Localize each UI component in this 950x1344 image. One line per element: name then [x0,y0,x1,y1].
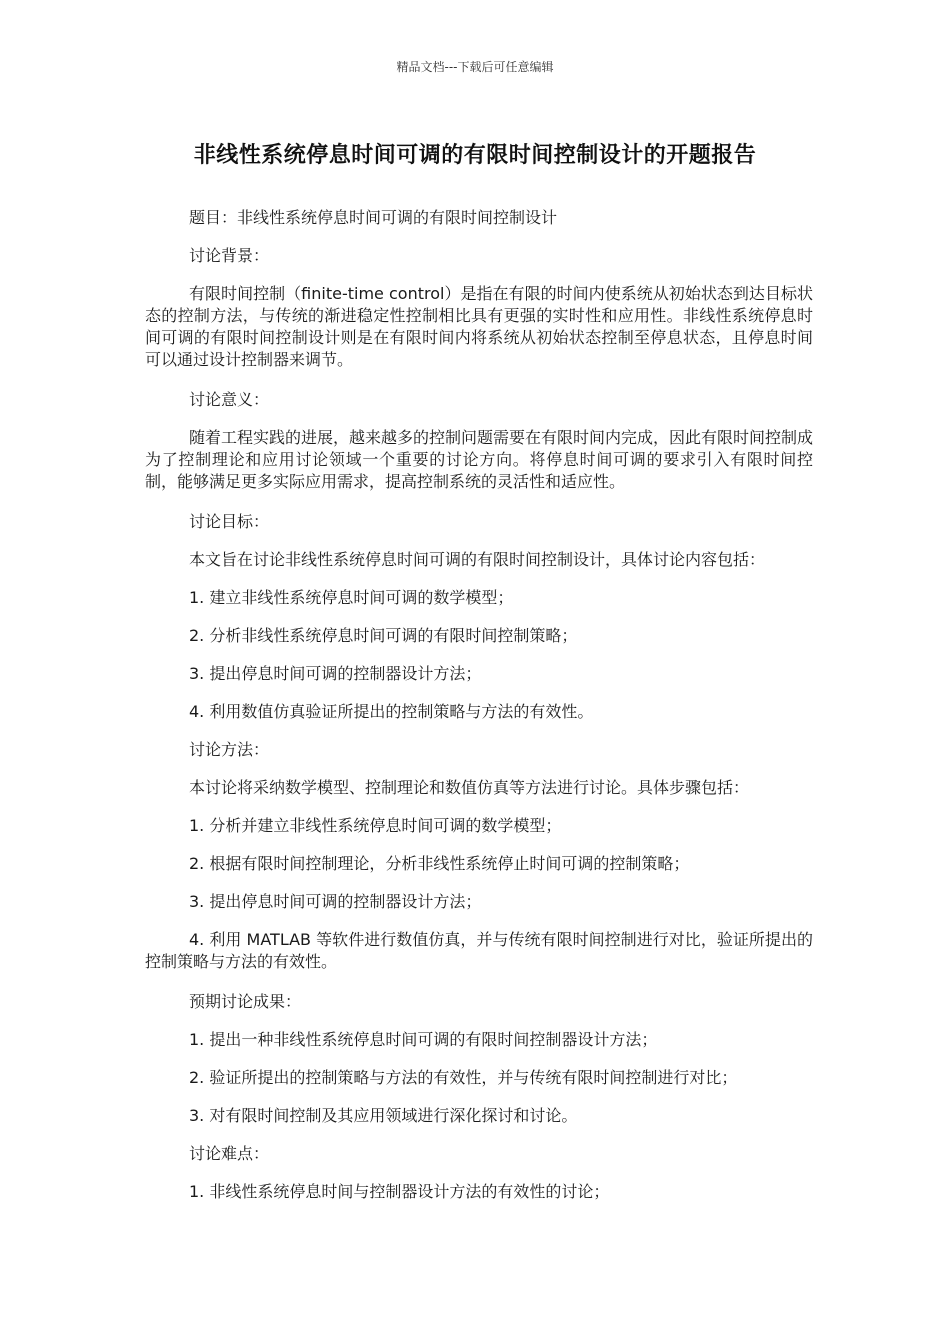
list-item: 3. 提出停息时间可调的控制器设计方法； [189,664,482,683]
list-item: 4. 利用数值仿真验证所提出的控制策略与方法的有效性。 [189,702,594,721]
list-item: 1. 非线性系统停息时间与控制器设计方法的有效性的讨论； [189,1182,610,1201]
list-item: 1. 建立非线性系统停息时间可调的数学模型； [189,588,514,607]
heading-difficulties: 讨论难点： [189,1144,270,1163]
heading-objectives: 讨论目标： [189,512,270,531]
list-item: 2. 验证所提出的控制策略与方法的有效性，并与传统有限时间控制进行对比； [189,1068,738,1087]
list-item: 3. 提出停息时间可调的控制器设计方法； [189,892,482,911]
list-item: 1. 分析并建立非线性系统停息时间可调的数学模型； [189,816,562,835]
list-item: 1. 提出一种非线性系统停息时间可调的有限时间控制器设计方法； [189,1030,658,1049]
paragraph-objectives-intro: 本文旨在讨论非线性系统停息时间可调的有限时间控制设计，具体讨论内容包括： [189,550,766,569]
list-item: 4. 利用 MATLAB 等软件进行数值仿真，并与传统有限时间控制进行对比，验证所提出的控制策略与方法的有效性。 [145,930,813,971]
document-title: 非线性系统停息时间可调的有限时间控制设计的开题报告 [193,143,757,168]
paragraph-methods-intro: 本讨论将采纳数学模型、控制理论和数值仿真等方法进行讨论。具体步骤包括： [189,778,750,797]
list-item: 3. 对有限时间控制及其应用领域进行深化探讨和讨论。 [189,1106,578,1125]
heading-expected-results: 预期讨论成果： [189,992,302,1011]
paragraph-background: 有限时间控制（finite-time control）是指在有限的时间内使系统从初始状态到达目标状态的控制方法，与传统的渐进稳定性控制相比具有更强的实时性和应用性。非线性系统停息时间可调的有限时间控制设计则是在有限时间内将系统从初始状态控制至停息状态，且停息时间可以通过设计控制器来调节。 [145,284,813,369]
heading-methods: 讨论方法： [189,740,270,759]
heading-significance: 讨论意义： [189,390,270,409]
paragraph-significance: 随着工程实践的进展，越来越多的控制问题需要在有限时间内完成，因此有限时间控制成为了控制理论和应用讨论领域一个重要的讨论方向。将停息时间可调的要求引入有限时间控制，能够满足更多实际应用需求，提高控制系统的灵活性和适应性。 [145,428,814,491]
paragraph-topic: 题目：非线性系统停息时间可调的有限时间控制设计 [189,208,558,227]
list-item: 2. 分析非线性系统停息时间可调的有限时间控制策略； [189,626,578,645]
document-body [145,207,813,1219]
list-item: 2. 根据有限时间控制理论，分析非线性系统停止时间可调的控制策略； [189,854,690,873]
page-header-watermark: 精品文档---下载后可任意编辑 [396,60,554,74]
heading-background: 讨论背景： [189,246,270,265]
